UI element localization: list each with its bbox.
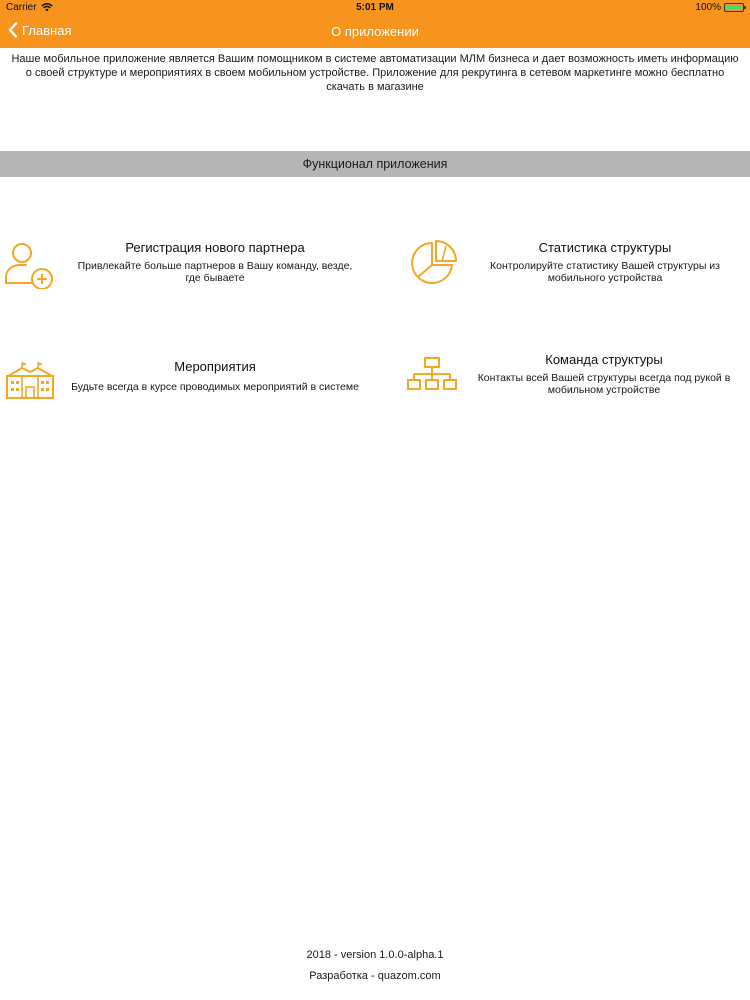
feature-description: Привлекайте больше партнеров в Вашу команду, везде, где бываете [77,260,353,284]
feature-title: Регистрация нового партнера [125,240,305,255]
navigation-bar [0,16,750,48]
battery-indicator [695,2,744,13]
feature-title: Команда структуры [545,352,663,367]
feature-statistics [400,235,750,295]
feature-title: Мероприятия [174,359,256,374]
feature-description: Контролируйте статистику Вашей структуры из мобильного устройства [490,260,720,284]
footer-version: 2018 - version 1.0.0-alpha.1 [306,949,444,961]
status-time: 5:01 PM [356,2,394,13]
feature-team [400,350,750,400]
intro-text: Наше мобильное приложение является Вашим помощником в системе автоматизации МЛМ бизнеса и дает возможность иметь информацию о своей структуре и мероприятиях в своем мобильном устройстве. Приложение для рекрутинга в сетевом маркетинге можно бесплатно скачать в магазине [11,53,739,93]
add-user-icon [4,239,56,294]
pie-chart-icon [408,237,460,294]
feature-events [0,356,380,406]
status-bar [0,0,750,16]
page-title: О приложении [331,24,419,39]
building-icon [4,360,56,405]
battery-percent: 100% [695,2,721,13]
back-button-label: Главная [22,22,72,38]
footer-developer: Разработка - quazom.com [309,970,441,982]
feature-title: Статистика структуры [538,240,672,255]
org-chart-icon [406,356,458,401]
feature-registration [0,235,380,295]
feature-description: Будьте всегда в курсе проводимых мероприятий в системе [71,381,359,393]
feature-description: Контакты всей Вашей структуры всегда под рукой в мобильном устройстве [477,372,731,396]
section-header: Функционал приложения [0,151,750,177]
carrier-label: Carrier [6,2,37,13]
battery-icon [724,3,744,12]
